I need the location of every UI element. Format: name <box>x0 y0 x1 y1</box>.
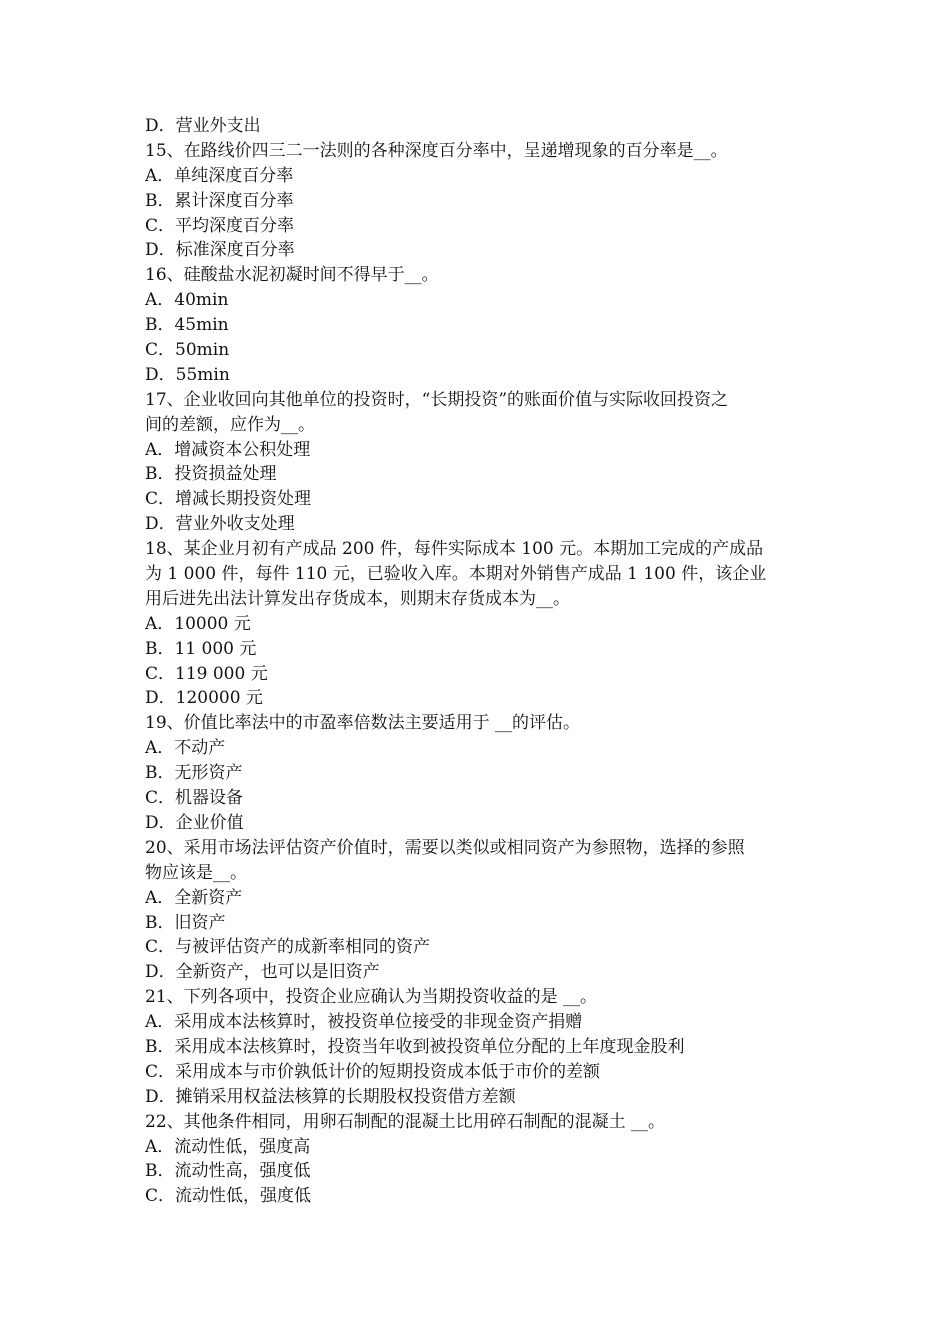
option-d: D．标准深度百分率 <box>145 240 295 261</box>
option-a: A．单纯深度百分率 <box>145 165 294 186</box>
text-line: D．营业外支出 <box>145 116 261 136</box>
option-b: B．11 000 元 <box>145 638 257 659</box>
option-d: D．摊销采用权益法核算的长期股权投资借方差额 <box>145 1086 516 1107</box>
option-b: B．采用成本法核算时，投资当年收到被投资单位分配的上年度现金股利 <box>145 1036 685 1057</box>
option-c: C．与被评估资产的成新率相同的资产 <box>145 937 431 958</box>
question-21: 21、下列各项中，投资企业应确认为当期投资收益的是 __。 <box>145 987 598 1008</box>
option-a: A．不动产 <box>145 738 226 759</box>
option-c: C．采用成本与市价孰低计价的短期投资成本低于市价的差额 <box>145 1061 601 1082</box>
question-20: 20、采用市场法评估资产价值时，需要以类似或相同资产为参照物，选择的参照 <box>145 837 745 858</box>
option-b: B．累计深度百分率 <box>145 190 294 211</box>
question-15: 15、在路线价四三二一法则的各种深度百分率中，呈递增现象的百分率是__。 <box>145 140 728 161</box>
question-16: 16、硅酸盐水泥初凝时间不得早于__。 <box>145 265 439 286</box>
option-d: D．营业外收支处理 <box>145 514 295 535</box>
option-a: A．全新资产 <box>145 887 243 908</box>
option-d: D．55min <box>145 364 230 385</box>
option-c: C．50min <box>145 340 230 361</box>
option-a: A．40min <box>145 290 229 311</box>
option-d: D．企业价值 <box>145 812 244 833</box>
question-18-continued: 为 1 000 件，每件 110 元，已验收入库。本期对外销售产成品 1 100 件，该企业 <box>145 564 767 585</box>
option-b: B．无形资产 <box>145 763 243 784</box>
option-a: A．采用成本法核算时，被投资单位接受的非现金资产捐赠 <box>145 1012 583 1033</box>
question-18: 18、某企业月初有产成品 200 件，每件实际成本 100 元。本期加工完成的产成品 <box>145 539 764 560</box>
question-18-continued: 用后进先出法计算发出存货成本，则期末存货成本为__。 <box>145 588 570 609</box>
option-c: C．流动性低，强度低 <box>145 1186 312 1207</box>
option-b: B．旧资产 <box>145 912 226 933</box>
document-page <box>145 114 810 1209</box>
option-b: B．45min <box>145 315 229 336</box>
option-c: C．机器设备 <box>145 788 244 809</box>
option-a: A．流动性低，强度高 <box>145 1136 311 1157</box>
question-22: 22、其他条件相同，用卵石制配的混凝土比用碎石制配的混凝土 __。 <box>145 1111 666 1132</box>
question-19: 19、价值比率法中的市盈率倍数法主要适用于 __的评估。 <box>145 713 581 734</box>
question-17: 17、企业收回向其他单位的投资时，“长期投资”的账面价值与实际收回投资之 <box>145 389 729 410</box>
option-c: C．平均深度百分率 <box>145 215 295 236</box>
option-b: B．投资损益处理 <box>145 464 277 485</box>
option-a: A．增减资本公积处理 <box>145 439 311 460</box>
option-c: C．119 000 元 <box>145 663 268 684</box>
option-d: D．全新资产，也可以是旧资产 <box>145 962 380 983</box>
question-20-continued: 物应该是__。 <box>145 862 247 883</box>
option-c: C．增减长期投资处理 <box>145 489 312 510</box>
option-a: A．10000 元 <box>145 613 251 634</box>
question-17-continued: 间的差额，应作为__。 <box>145 414 315 435</box>
option-d: D．120000 元 <box>145 688 263 709</box>
option-b: B．流动性高，强度低 <box>145 1161 311 1182</box>
